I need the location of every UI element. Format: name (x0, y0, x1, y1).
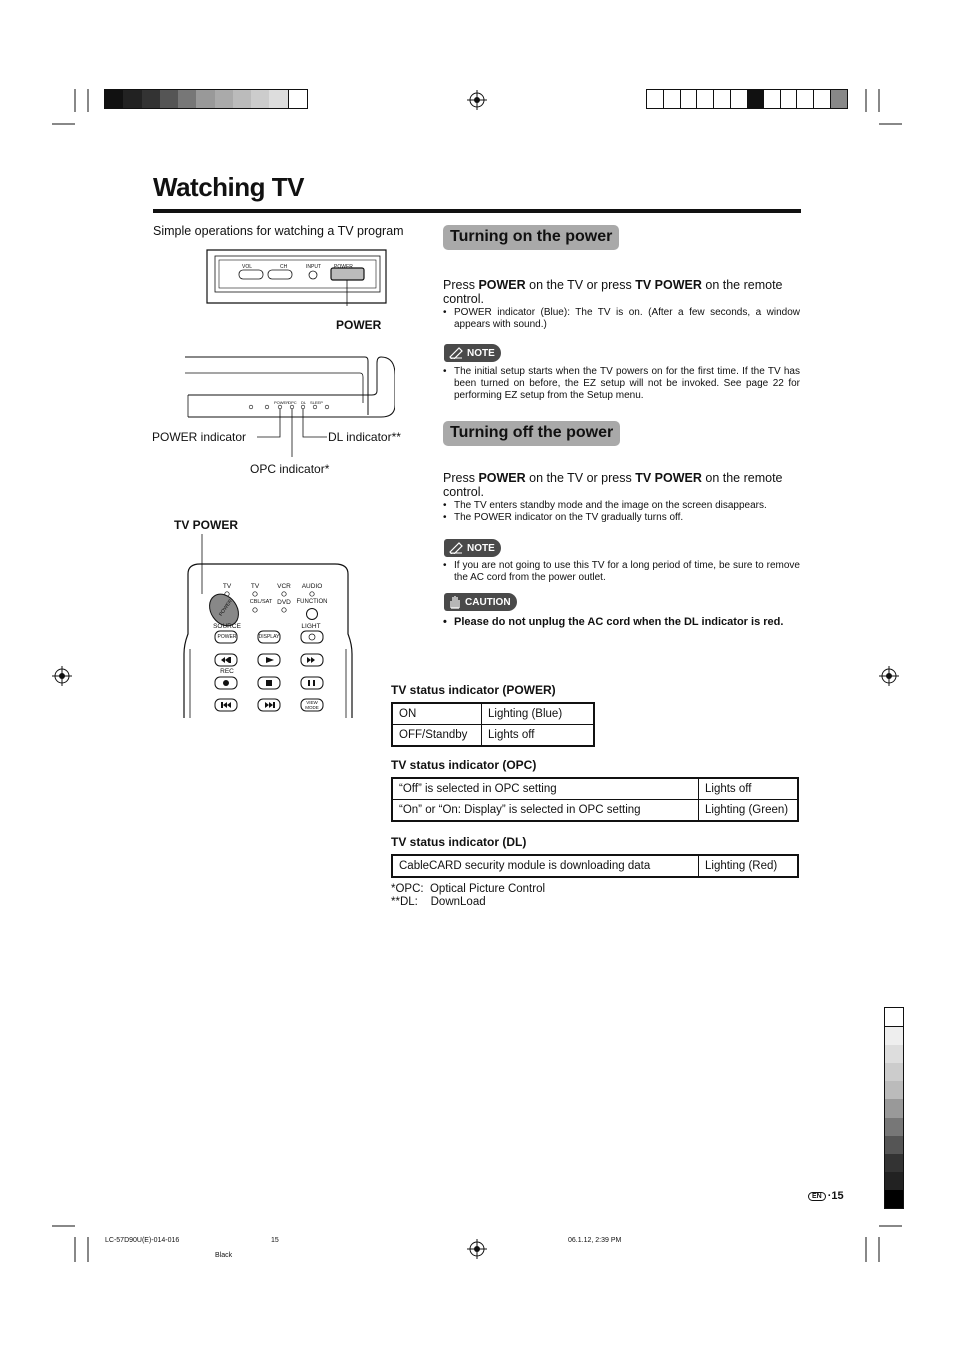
title-rule (153, 209, 801, 213)
front-label-sleep: SLEEP (310, 400, 323, 405)
remote-light-label: LIGHT (301, 623, 321, 630)
remote-rec-label: REC (220, 668, 234, 675)
table-label-power: TV status indicator (POWER) (391, 683, 556, 697)
page-number: EN ·15 (808, 1190, 844, 1202)
opc-indicator-label: OPC indicator* (250, 462, 330, 476)
print-file: LC-57D90U(E)-014-016 (105, 1237, 180, 1244)
remote-btn-tv2: TV (250, 583, 260, 590)
front-label-power: POWER (274, 400, 290, 405)
remote-btn-vcr: VCR (277, 583, 291, 590)
table-label-opc: TV status indicator (OPC) (391, 758, 537, 772)
table-row: ON Lighting (Blue) (392, 703, 594, 725)
footnote-dl: **DL: DownLoad (391, 896, 486, 908)
pencil-icon (448, 347, 464, 359)
intro-text: Simple operations for watching a TV program (153, 224, 404, 238)
turning-on-bullets (443, 307, 800, 331)
tv-top-power-label: POWER (334, 264, 353, 270)
side-gray-bar (884, 1007, 904, 1209)
page-title: Watching TV (153, 172, 304, 202)
turning-off-para: Press POWER on the TV or press TV POWER on the remote control. (443, 471, 783, 499)
list-item: • The initial setup starts when the TV powers on for the first time. If the TV has been turned on before, the EZ setup will not be invoked. See page 22 for performing EZ setup from the Setup menu. (443, 366, 800, 402)
table-row: CableCARD security module is downloading data Lighting (Red) (392, 855, 798, 877)
turning-off-bullets (443, 500, 800, 524)
pencil-icon (448, 542, 464, 554)
remote-btn-cblsat: CBL/SAT (249, 599, 273, 605)
tv-top-input-label: INPUT (306, 264, 321, 270)
table-row: OFF/Standby Lights off (392, 725, 594, 747)
caution-text: • Please do not unplug the AC cord when the DL indicator is red. (443, 616, 800, 629)
tv-top-vol-label: VOL (242, 264, 253, 270)
front-label-dl: DL (301, 400, 307, 405)
table-power (391, 702, 595, 747)
print-date: 06.1.12, 2:39 PM (568, 1237, 622, 1244)
front-label-opc: OPC (288, 400, 297, 405)
list-item: • POWER indicator (Blue): The TV is on. (After a few seconds, a window appears with sound.) (443, 307, 800, 331)
print-color: Black (215, 1252, 233, 1259)
remote-btn-function: FUNCTION (296, 599, 328, 605)
print-page: 15 (271, 1237, 279, 1244)
remote-btn-tv: TV (222, 583, 232, 590)
table-row: “On” or “On: Display” is selected in OPC setting Lighting (Green) (392, 800, 798, 822)
power-button-callout: POWER (336, 318, 382, 332)
note-badge: NOTE (444, 344, 501, 362)
table-row: “Off” is selected in OPC setting Lights off (392, 778, 798, 800)
heading-turning-off: Turning off the power (443, 421, 620, 446)
dl-indicator-label: DL indicator** (328, 430, 401, 444)
tv-front-diagram (185, 355, 395, 465)
tv-top-ch-label: CH (280, 264, 288, 270)
remote-btn-dvd: DVD (277, 599, 291, 606)
list-item: • The TV enters standby mode and the image on the screen disappears. (443, 500, 800, 512)
turning-off-note-bullets (443, 560, 800, 584)
table-label-dl: TV status indicator (DL) (391, 835, 527, 849)
table-opc (391, 777, 799, 822)
list-item: • If you are not going to use this TV for a long period of time, be sure to remove the AC cord from the power outlet. (443, 560, 800, 584)
remote-btn-audio: AUDIO (301, 583, 323, 590)
turning-on-note-bullets (443, 366, 800, 402)
remote-view-mode-btn: VIEW MODE (305, 700, 319, 710)
remote-display-btn: DISPLAY (258, 634, 280, 640)
caution-badge: CAUTION (444, 593, 517, 611)
turning-on-para: Press POWER on the TV or press TV POWER on the remote control. (443, 278, 783, 306)
power-indicator-label: POWER indicator (152, 430, 247, 444)
list-item: • The POWER indicator on the TV gradually turns off. (443, 512, 800, 524)
tv-top-diagram (205, 248, 390, 306)
table-dl (391, 854, 799, 878)
remote-btn-power-text: POWER (218, 598, 234, 618)
lang-badge: EN (808, 1192, 826, 1201)
footnote-opc: *OPC: Optical Picture Control (391, 883, 546, 895)
remote-source-label: SOURCE (213, 623, 241, 630)
hand-icon (448, 595, 462, 609)
tv-power-callout: TV POWER (174, 518, 239, 532)
note-badge: NOTE (444, 539, 501, 557)
remote-source-power-btn: POWER (217, 634, 237, 640)
heading-turning-on: Turning on the power (443, 225, 619, 250)
